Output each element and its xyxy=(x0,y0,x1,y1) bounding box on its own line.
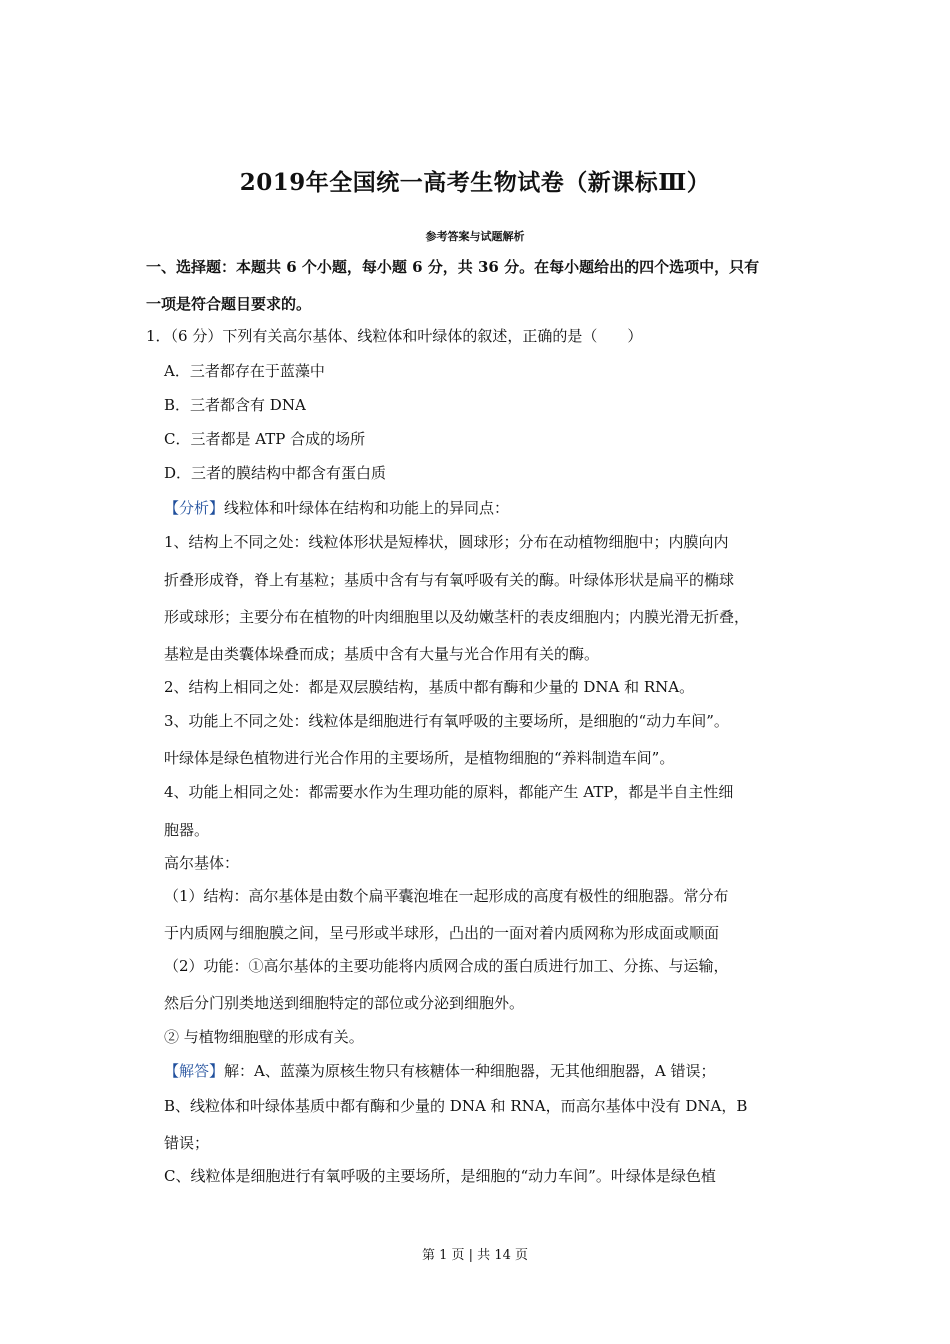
analysis-tag: 【分析】 xyxy=(164,499,225,517)
section-heading-line-1: 一、选择题：本题共 6 个小题，每小题 6 分，共 36 分。在每小题给出的四个选项中，只有 xyxy=(146,258,760,276)
analysis-line: 2、结构上相同之处：都是双层膜结构，基质中都有酶和少量的 DNA 和 RNA。 xyxy=(164,678,695,696)
section-heading-line-2: 一项是符合题目要求的。 xyxy=(146,295,312,313)
analysis-line: 胞器。 xyxy=(164,821,210,839)
analysis-intro: 线粒体和叶绿体在结构和功能上的异同点： xyxy=(224,499,510,517)
option-c: C．三者都是 ATP 合成的场所 xyxy=(164,430,366,448)
analysis-line: 高尔基体： xyxy=(164,854,240,872)
question-stem: 1．（6 分）下列有关高尔基体、线粒体和叶绿体的叙述，正确的是（ ） xyxy=(146,327,643,345)
analysis-line: （2）功能：①高尔基体的主要功能将内质网合成的蛋白质进行加工、分拣、与运输， xyxy=(164,957,729,975)
analysis-line: 形或球形；主要分布在植物的叶肉细胞里以及幼嫩茎杆的表皮细胞内；内膜光滑无折叠， xyxy=(164,608,750,626)
analysis-line: 4、功能上相同之处：都需要水作为生理功能的原料，都能产生 ATP，都是半自主性细 xyxy=(164,783,734,801)
option-b: B．三者都含有 DNA xyxy=(164,396,306,414)
analysis-line: 叶绿体是绿色植物进行光合作用的主要场所，是植物细胞的“养料制造车间”。 xyxy=(164,749,675,767)
analysis-line: 1、结构上不同之处：线粒体形状是短棒状，圆球形；分布在动植物细胞中；内膜向内 xyxy=(164,533,729,551)
option-a: A．三者都存在于蓝藻中 xyxy=(164,362,325,380)
analysis-line: ② 与植物细胞壁的形成有关。 xyxy=(164,1028,364,1046)
analysis-line: 然后分门别类地送到细胞特定的部位或分泌到细胞外。 xyxy=(164,994,525,1012)
answer-line: 错误； xyxy=(164,1134,210,1152)
page-footer: 第 1 页 | 共 14 页 xyxy=(422,1248,528,1263)
analysis-heading xyxy=(164,498,509,518)
analysis-line: （1）结构：高尔基体是由数个扁平囊泡堆在一起形成的高度有极性的细胞器。常分布 xyxy=(164,887,729,905)
analysis-line: 折叠形成脊，脊上有基粒；基质中含有与有氧呼吸有关的酶。叶绿体形状是扁平的椭球 xyxy=(164,571,735,589)
answer-line: B、线粒体和叶绿体基质中都有酶和少量的 DNA 和 RNA，而高尔基体中没有 DNA，B xyxy=(164,1097,748,1115)
analysis-line: 基粒是由类囊体垛叠而成；基质中含有大量与光合作用有关的酶。 xyxy=(164,645,600,663)
answer-line: C、线粒体是细胞进行有氧呼吸的主要场所，是细胞的“动力车间”。叶绿体是绿色植 xyxy=(164,1167,716,1185)
analysis-line: 于内质网与细胞膜之间，呈弓形或半球形，凸出的一面对着内质网称为形成面或顺面 xyxy=(164,924,720,942)
page-title: 2019年全国统一高考生物试卷（新课标Ⅲ） xyxy=(239,169,711,196)
option-d: D．三者的膜结构中都含有蛋白质 xyxy=(164,464,387,482)
page-subtitle: 参考答案与试题解析 xyxy=(425,230,525,243)
answer-first-line: 解：A、蓝藻为原核生物只有核糖体一种细胞器，无其他细胞器，A 错误； xyxy=(224,1062,716,1080)
answer-heading xyxy=(164,1061,715,1081)
analysis-line: 3、功能上不同之处：线粒体是细胞进行有氧呼吸的主要场所，是细胞的“动力车间”。 xyxy=(164,712,729,730)
answer-tag: 【解答】 xyxy=(164,1062,225,1080)
